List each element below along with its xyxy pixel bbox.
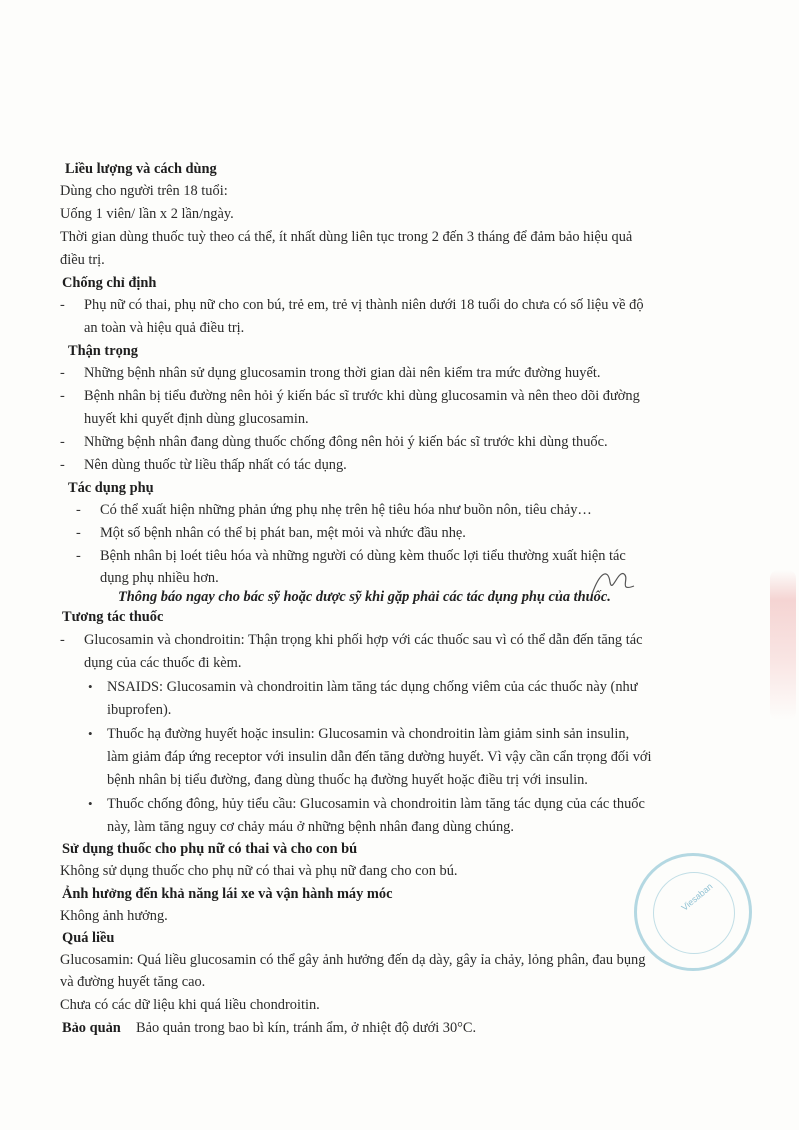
body-text-line: này, làm tăng nguy cơ chảy máu ở những bệnh nhân đang dùng chúng. <box>107 819 514 835</box>
body-text-line: Bệnh nhân bị tiểu đường nên hỏi ý kiến bác sĩ trước khi dùng glucosamin và nên theo dõi đường <box>84 388 640 404</box>
stamp-text: Viesaban <box>679 881 715 913</box>
dash-bullet: - <box>60 365 65 381</box>
body-text-line: làm giảm đáp ứng receptor với insulin dẫn đến tăng dường huyết. Vì vậy cần cẩn trọng đối với <box>107 749 652 765</box>
dash-bullet: - <box>76 525 81 541</box>
body-text-line: điều trị. <box>60 252 105 268</box>
body-text-line: Không ảnh hưởng. <box>60 908 168 924</box>
dot-bullet: • <box>88 726 93 741</box>
body-text-line: Uống 1 viên/ lần x 2 lần/ngày. <box>60 206 234 222</box>
body-text-line: và đường huyết tăng cao. <box>60 974 206 990</box>
section-heading: Ảnh hưởng đến khả năng lái xe và vận hành máy móc <box>62 886 393 902</box>
body-text-line: Thời gian dùng thuốc tuỳ theo cá thể, ít nhất dùng liên tục trong 2 đến 3 tháng để đảm bảo hiệu quả <box>60 229 633 245</box>
section-heading: Quá liều <box>62 930 115 946</box>
body-text-line: Glucosamin và chondroitin: Thận trọng khi phối hợp với các thuốc sau vì có thể dẫn đến tăng tác <box>84 632 643 648</box>
red-stamp-mark <box>770 570 796 720</box>
body-text-line: dụng của các thuốc đi kèm. <box>84 655 242 671</box>
body-text-line: Bảo quản trong bao bì kín, tránh ẩm, ở nhiệt độ dưới 30°C. <box>136 1020 477 1036</box>
body-text-line: Phụ nữ có thai, phụ nữ cho con bú, trẻ em, trẻ vị thành niên dưới 18 tuổi do chưa có số liệu về độ <box>84 297 644 313</box>
company-stamp <box>634 853 752 971</box>
dash-bullet: - <box>60 388 65 404</box>
body-text-line: Những bệnh nhân sử dụng glucosamin trong thời gian dài nên kiểm tra mức đường huyết. <box>84 365 601 381</box>
dash-bullet: - <box>60 434 65 450</box>
body-text-line: Dùng cho người trên 18 tuổi: <box>60 183 228 199</box>
body-text-line: NSAIDS: Glucosamin và chondroitin làm tăng tác dụng chống viêm của các thuốc này (như <box>107 679 638 695</box>
body-text-line: Có thể xuất hiện những phản ứng phụ nhẹ trên hệ tiêu hóa như buồn nôn, tiêu chảy… <box>100 502 592 518</box>
section-heading: Chống chỉ định <box>62 275 157 291</box>
body-text-line: Nên dùng thuốc từ liều thấp nhất có tác dụng. <box>84 457 347 473</box>
body-text-line: Thuốc chống đông, hủy tiểu cầu: Glucosamin và chondroitin làm tăng tác dụng của các thuốc <box>107 796 645 812</box>
stamp-inner-ring <box>653 872 735 954</box>
body-text-line: ibuprofen). <box>107 702 172 718</box>
section-heading: Tác dụng phụ <box>68 480 154 496</box>
dot-bullet: • <box>88 796 93 811</box>
body-text-line: Glucosamin: Quá liều glucosamin có thể gây ảnh hưởng đến dạ dày, gây ỉa chảy, lỏng phân, đau bụng <box>60 952 646 968</box>
body-text-line: an toàn và hiệu quả điều trị. <box>84 320 245 336</box>
warning-note: Thông báo ngay cho bác sỹ hoặc dược sỹ khi gặp phải các tác dụng phụ của thuốc. <box>118 589 611 605</box>
section-heading: Bảo quản <box>62 1020 121 1036</box>
body-text-line: Không sử dụng thuốc cho phụ nữ có thai và phụ nữ đang cho con bú. <box>60 863 458 879</box>
body-text-line: Một số bệnh nhân có thể bị phát ban, mệt mỏi và nhức đầu nhẹ. <box>100 525 466 541</box>
dash-bullet: - <box>76 502 81 518</box>
body-text-line: huyết khi quyết định dùng glucosamin. <box>84 411 309 427</box>
body-text-line: bệnh nhân bị tiểu đường, đang dùng thuốc hạ đường huyết hoặc điều trị với insulin. <box>107 772 588 788</box>
body-text-line: dụng phụ nhiều hơn. <box>100 570 219 586</box>
body-text-line: Những bệnh nhân đang dùng thuốc chống đông nên hỏi ý kiến bác sĩ trước khi dùng thuốc. <box>84 434 608 450</box>
dash-bullet: - <box>60 632 65 648</box>
section-heading: Thận trọng <box>68 343 138 359</box>
section-heading: Tương tác thuốc <box>62 609 164 625</box>
section-heading: Liều lượng và cách dùng <box>65 161 217 177</box>
body-text-line: Thuốc hạ đường huyết hoặc insulin: Glucosamin và chondroitin làm giảm sinh sản insulin, <box>107 726 630 742</box>
dash-bullet: - <box>60 457 65 473</box>
body-text-line: Chưa có các dữ liệu khi quá liều chondroitin. <box>60 997 320 1013</box>
section-heading: Sử dụng thuốc cho phụ nữ có thai và cho con bú <box>62 841 358 857</box>
dot-bullet: • <box>88 679 93 694</box>
dash-bullet: - <box>60 297 65 313</box>
dash-bullet: - <box>76 548 81 564</box>
body-text-line: Bệnh nhân bị loét tiêu hóa và những người có dùng kèm thuốc lợi tiểu thường xuất hiện tác <box>100 548 626 564</box>
